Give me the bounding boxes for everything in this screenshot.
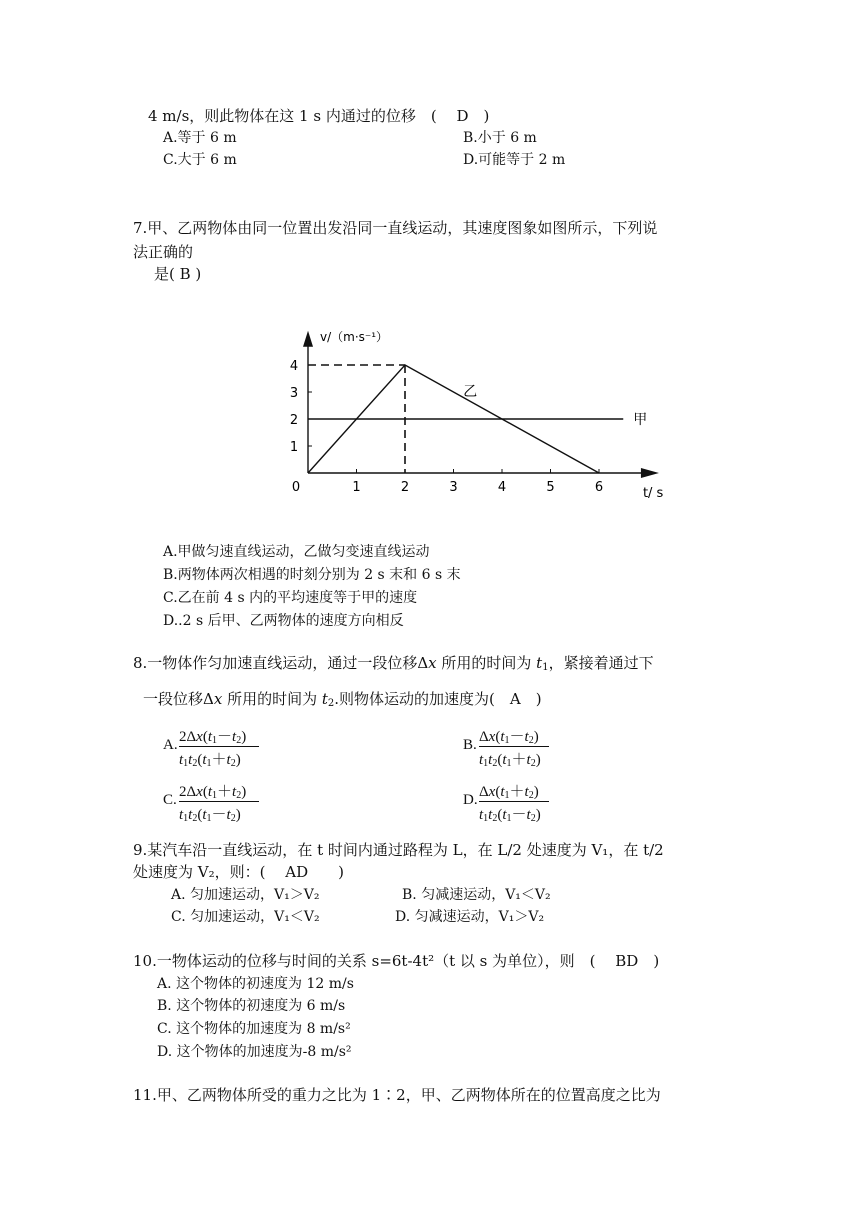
y-tick-label: 3 — [289, 386, 299, 401]
q8-line1-c: 所用的时间为 — [436, 654, 537, 672]
chart-labels — [290, 330, 664, 500]
x-tick-label: 5 — [546, 480, 555, 495]
q9-option-d: D. 匀减速运动，V₁＞V₂ — [395, 909, 545, 925]
q8-line2-a: 一段位移Δ — [143, 690, 214, 708]
q10-option-b: B. 这个物体的初速度为 6 m/s — [157, 998, 346, 1014]
y-tick-label: 4 — [289, 359, 299, 374]
q9-option-c: C. 匀加速运动，V₁＜V₂ — [171, 909, 320, 925]
q8-option-a — [163, 725, 273, 771]
q8-option-denominator: $t_1t_2(t_1+t_2)$ — [479, 752, 541, 769]
q8-option-denominator: $t_1t_2(t_1-t_2)$ — [179, 807, 241, 824]
q8-option-numerator: $2\Delta x(t_1-t_2)$ — [179, 729, 247, 746]
q6-option-b: B.小于 6 m — [463, 130, 537, 146]
fraction-bar — [479, 801, 549, 802]
q7-option-c: C.乙在前 4 s 内的平均速度等于甲的速度 — [163, 590, 418, 606]
q10-option-d: D. 这个物体的加速度为-8 m/s² — [157, 1044, 352, 1060]
q10-option-c: C. 这个物体的加速度为 8 m/s² — [157, 1021, 351, 1037]
q9-line2: 处速度为 V₂，则：( AD ) — [133, 863, 344, 881]
q11-stem: 11.甲、乙两物体所受的重力之比为 1∶2，甲、乙两物体所在的位置高度之比为 — [133, 1086, 661, 1104]
q8-option-denominator: $t_1t_2(t_1-t_2)$ — [479, 807, 541, 824]
q9-option-b: B. 匀减速运动，V₁＜V₂ — [402, 887, 551, 903]
q8-line2-c: 所用的时间为 — [222, 690, 322, 708]
q8-option-label: D. — [463, 792, 478, 808]
q6-tail: 4 m/s，则此物体在这 1 s 内通过的位移 ( D ) — [148, 107, 490, 125]
y-axis-arrow — [303, 331, 313, 347]
q8-option-numerator: $\Delta x(t_1-t_2)$ — [479, 729, 539, 746]
q6-option-d: D.可能等于 2 m — [463, 152, 566, 168]
q8-option-denominator: $t_1t_2(t_1+t_2)$ — [179, 752, 241, 769]
x-tick-label: 4 — [497, 480, 507, 495]
x-tick-label: 6 — [594, 480, 604, 495]
q6-option-a: A.等于 6 m — [163, 130, 237, 146]
q8-line1: 8.一物体作匀加速直线运动，通过一段位移Δx 所用的时间为 $t_1$，紧接着通过下 — [133, 654, 654, 673]
q8-option-c — [163, 780, 273, 826]
q9-line1: 9.某汽车沿一直线运动，在 t 时间内通过路程为 L，在 L/2 处速度为 V₁，在 t/2 — [133, 841, 664, 859]
x-tick-label: 3 — [449, 480, 458, 495]
series-label-jia: 甲 — [633, 412, 648, 428]
chart-axes — [303, 331, 659, 478]
q8-option-numerator: $2\Delta x(t_1+t_2)$ — [179, 784, 247, 801]
y-tick-label: 1 — [289, 440, 299, 455]
x-axis-label: t/ s — [642, 486, 664, 500]
q7-option-d: D..2 s 后甲、乙两物体的速度方向相反 — [163, 613, 404, 629]
q7-stem-line1: 7.甲、乙两物体由同一位置出发沿同一直线运动，其速度图象如图所示，下列说 — [133, 219, 658, 237]
q6-option-c: C.大于 6 m — [163, 152, 237, 168]
q10-stem: 10.一物体运动的位移与时间的关系 s=6t-4t²（t 以 s 为单位），则 ( BD ) — [133, 952, 660, 970]
q7-option-a: A.甲做匀速直线运动，乙做匀变速直线运动 — [163, 544, 430, 560]
q8-line2: 一段位移Δx 所用的时间为 $t_2$.则物体运动的加速度为( A ) — [143, 690, 542, 709]
q8-line1-d: ，紧接着通过下 — [548, 654, 654, 672]
q8-option-numerator: $\Delta x(t_1+t_2)$ — [479, 784, 539, 801]
q8-option-label: A. — [163, 737, 178, 753]
x-tick-label: 1 — [352, 480, 361, 495]
y-tick-label: 2 — [289, 413, 299, 428]
q8-option-label: C. — [163, 792, 177, 808]
q8-line2-d: .则物体运动的加速度为( A ) — [334, 690, 542, 708]
q8-line1-a: 8.一物体作匀加速直线运动，通过一段位移Δ — [133, 654, 429, 672]
x-tick-label: 0 — [291, 480, 301, 495]
x-axis-arrow — [641, 468, 659, 478]
velocity-time-chart — [270, 320, 690, 500]
q8-line2-dx: x — [213, 690, 223, 708]
series-label-yi: 乙 — [463, 384, 478, 400]
q8-line1-dx: x — [428, 654, 437, 672]
x-tick-label: 2 — [400, 480, 410, 495]
q7-stem-line3: 是( B ) — [154, 265, 202, 283]
y-axis-label: v/（m·s⁻¹） — [320, 329, 389, 344]
q8-option-label: B. — [463, 737, 477, 753]
fraction-bar — [179, 801, 259, 802]
chart-series — [308, 365, 623, 473]
q8-option-d — [463, 780, 573, 826]
q9-option-a: A. 匀加速运动，V₁＞V₂ — [171, 887, 320, 903]
q7-option-b: B.两物体两次相遇的时刻分别为 2 s 末和 6 s 末 — [163, 567, 461, 583]
fraction-bar — [479, 746, 549, 747]
q8-option-b — [463, 725, 573, 771]
fraction-bar — [179, 746, 259, 747]
q7-stem-line2: 法正确的 — [133, 243, 194, 261]
q10-option-a: A. 这个物体的初速度为 12 m/s — [157, 976, 354, 992]
